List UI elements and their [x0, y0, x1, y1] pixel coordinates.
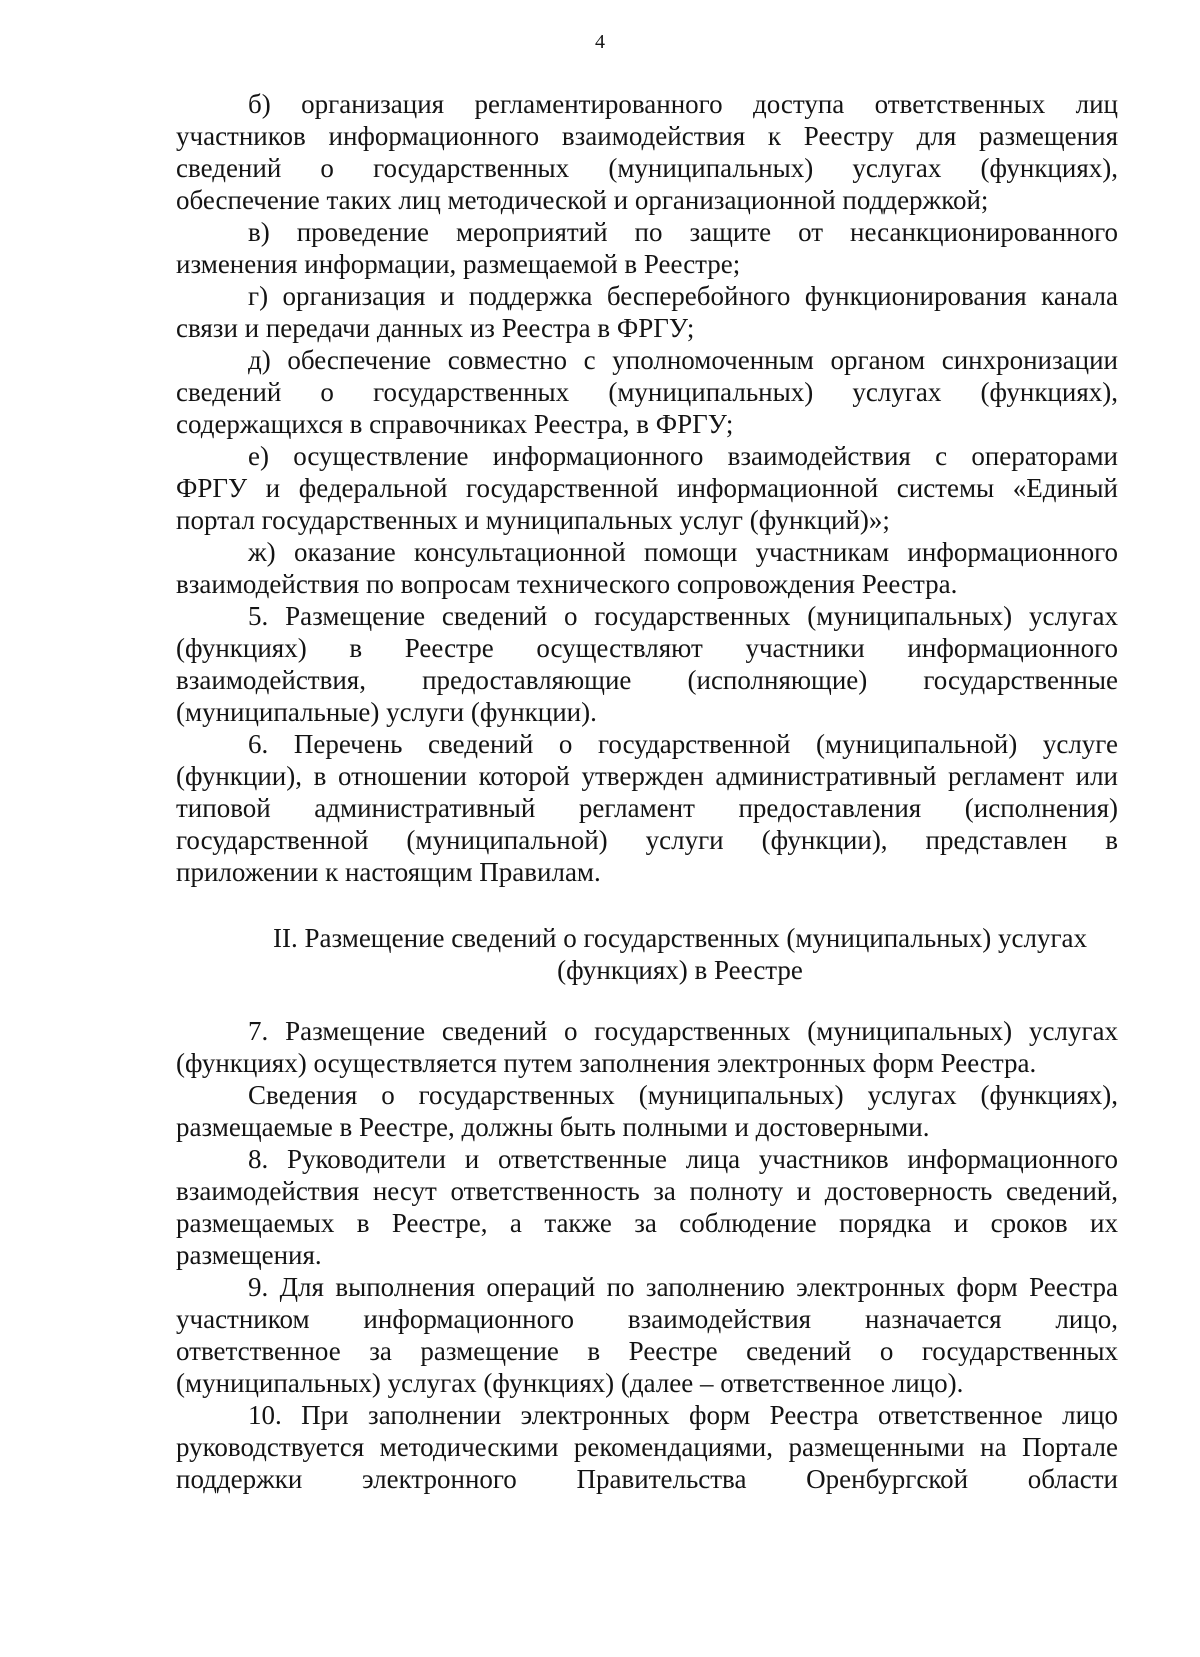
paragraph: [176, 728, 1118, 888]
text-line: Сведения о государственных (муниципальных) услугах (функциях),: [248, 1080, 1118, 1110]
text-line: (функциях) осуществляется путем заполнения электронных форм Реестра.: [176, 1048, 1037, 1078]
text-line: 7. Размещение сведений о государственных (муниципальных) услугах: [248, 1016, 1118, 1046]
text-line: связи и передачи данных из Реестра в ФРГУ;: [176, 313, 695, 343]
text-line: поддержки электронного Правительства Оренбургской области: [176, 1464, 1118, 1494]
body-text-bottom: [176, 1015, 1118, 1495]
text-line: ФРГУ и федеральной государственной информационной системы «Единый: [176, 473, 1118, 503]
text-line: сведений о государственных (муниципальных) услугах (функциях),: [176, 153, 1118, 183]
text-line: (функциях) в Реестре осуществляют участники информационного: [176, 633, 1118, 663]
text-line: д) обеспечение совместно с уполномоченным органом синхронизации: [248, 345, 1118, 375]
text-line: обеспечение таких лиц методической и организационной поддержкой;: [176, 185, 989, 215]
paragraph: [176, 344, 1118, 440]
text-line: руководствуется методическими рекомендациями, размещенными на Портале: [176, 1432, 1118, 1462]
text-line: изменения информации, размещаемой в Реестре;: [176, 249, 741, 279]
text-line: приложении к настоящим Правилам.: [176, 857, 601, 887]
text-line: государственной (муниципальной) услуги (функции), представлен в: [176, 825, 1118, 855]
paragraph: [176, 536, 1118, 600]
text-line: ж) оказание консультационной помощи участникам информационного: [248, 537, 1118, 567]
paragraph: [176, 1399, 1118, 1495]
text-line: 6. Перечень сведений о государственной (муниципальной) услуге: [248, 729, 1118, 759]
text-line: взаимодействия, предоставляющие (исполняющие) государственные: [176, 665, 1118, 695]
body-text-top: [176, 88, 1118, 888]
text-line: б) организация регламентированного доступа ответственных лиц: [248, 89, 1118, 119]
heading-line: II. Размещение сведений о государственных (муниципальных) услугах: [272, 923, 1088, 953]
paragraph: [176, 440, 1118, 536]
text-line: размещаемых в Реестре, а также за соблюдение порядка и сроков их: [176, 1208, 1118, 1238]
text-line: 5. Размещение сведений о государственных (муниципальных) услугах: [248, 601, 1118, 631]
page-number: 4: [595, 31, 605, 53]
text-line: портал государственных и муниципальных услуг (функций)»;: [176, 505, 890, 535]
text-line: сведений о государственных (муниципальных) услугах (функциях),: [176, 377, 1118, 407]
text-line: размещаемые в Реестре, должны быть полными и достоверными.: [176, 1112, 930, 1142]
text-line: размещения.: [176, 1240, 322, 1270]
paragraph: [176, 216, 1118, 280]
paragraph: [176, 1143, 1118, 1271]
text-line: участником информационного взаимодействия назначается лицо,: [176, 1304, 1118, 1334]
paragraph: [176, 600, 1118, 728]
section-heading: [240, 922, 1120, 986]
text-line: типовой административный регламент предоставления (исполнения): [176, 793, 1118, 823]
text-line: 8. Руководители и ответственные лица участников информационного: [248, 1144, 1118, 1174]
text-line: 9. Для выполнения операций по заполнению электронных форм Реестра: [248, 1272, 1118, 1302]
paragraph: [176, 88, 1118, 216]
text-line: 10. При заполнении электронных форм Реестра ответственное лицо: [248, 1400, 1118, 1430]
text-line: взаимодействия несут ответственность за полноту и достоверность сведений,: [176, 1176, 1118, 1206]
paragraph: [176, 1079, 1118, 1143]
text-line: (муниципальные) услуги (функции).: [176, 697, 597, 727]
text-line: г) организация и поддержка бесперебойного функционирования канала: [248, 281, 1118, 311]
text-line: (функции), в отношении которой утвержден административный регламент или: [176, 761, 1118, 791]
paragraph: [176, 1015, 1118, 1079]
text-line: взаимодействия по вопросам технического сопровождения Реестра.: [176, 569, 958, 599]
text-line: ответственное за размещение в Реестре сведений о государственных: [176, 1336, 1118, 1366]
heading-line: (функциях) в Реестре: [557, 955, 803, 985]
text-line: содержащихся в справочниках Реестра, в ФРГУ;: [176, 409, 734, 439]
paragraph: [176, 280, 1118, 344]
text-line: е) осуществление информационного взаимодействия с операторами: [248, 441, 1118, 471]
text-line: в) проведение мероприятий по защите от несанкционированного: [248, 217, 1118, 247]
text-line: (муниципальных) услугах (функциях) (далее – ответственное лицо).: [176, 1368, 964, 1398]
text-line: участников информационного взаимодействия к Реестру для размещения: [176, 121, 1118, 151]
paragraph: [176, 1271, 1118, 1399]
